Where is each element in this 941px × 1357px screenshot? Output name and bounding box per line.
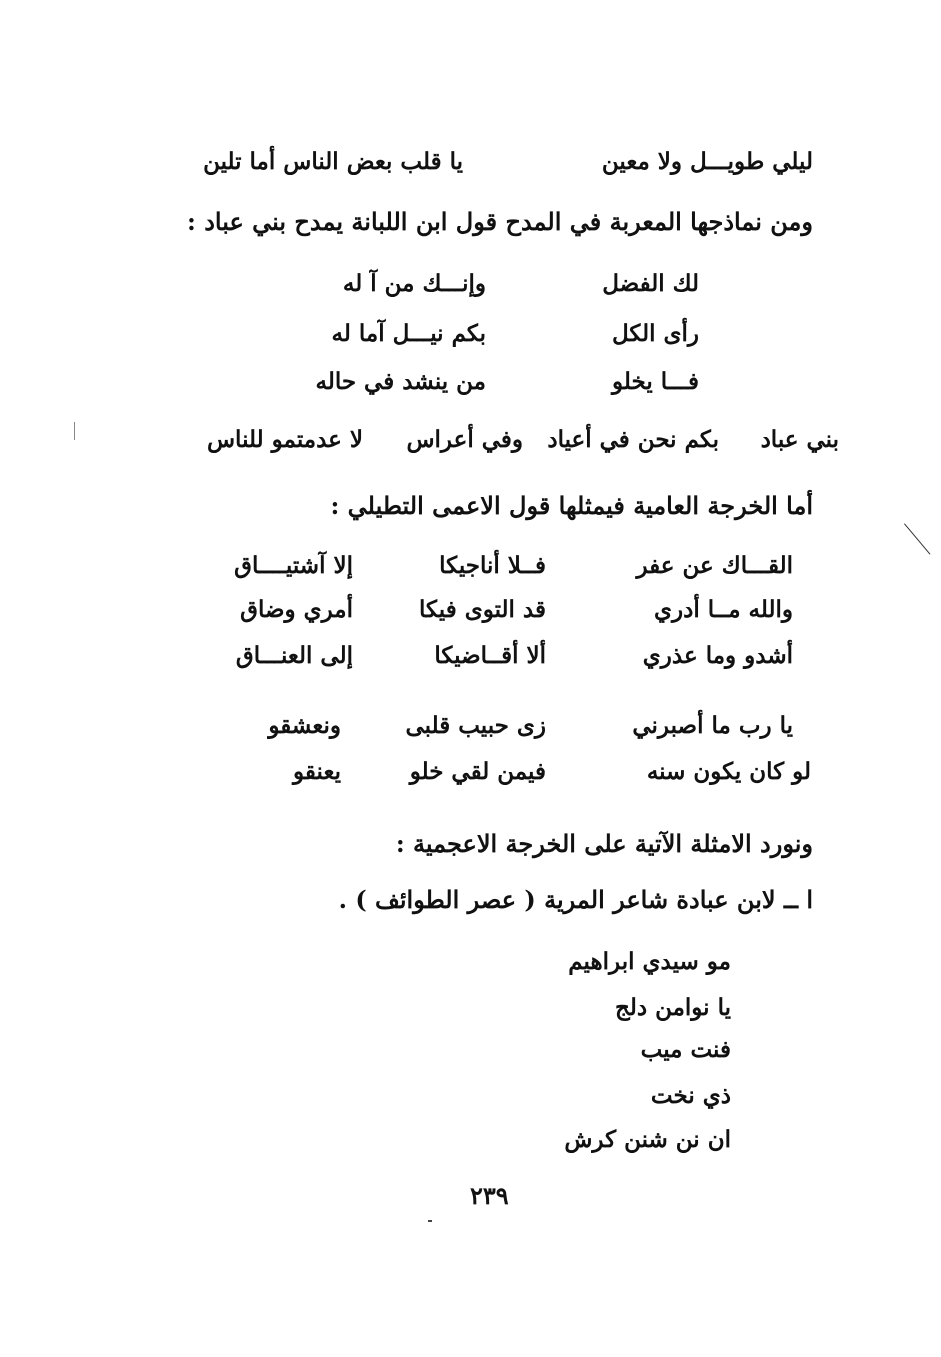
kharja-1-col2: فــلا أناجيكا (439, 552, 546, 579)
prose-intro-ajamiya: ونورد الامثلة الآتية على الخرجة الاعجمية : (395, 829, 813, 858)
kharja-5-col3: يعنقو (293, 758, 341, 785)
romance-line-3: فنت ميب (640, 1036, 731, 1063)
kharja-2-col3: أمري وضاق (240, 596, 353, 623)
scan-mark-right (904, 504, 941, 555)
kharja-4-col1: يا رب ما أصبرني (632, 712, 793, 739)
kharja-3-col1: أشدو وما عذري (642, 642, 793, 669)
kharja-4-col2: زى حبيب قلبى (405, 712, 546, 739)
romance-line-5: ان نن شنن كرش (564, 1126, 731, 1153)
kharja-1-col1: القـــاك عن عفر (636, 552, 793, 579)
page-number: ٢٣٩ (470, 1181, 509, 1210)
verse-5-col1: بني عباد (760, 426, 839, 453)
prose-intro-amiya: أما الخرجة العامية فيمثلها قول الاعمى التطيلي : (330, 491, 813, 520)
romance-line-2: يا نوامن دلج (614, 994, 731, 1021)
kharja-5-col1: لو كان يكون سنه (646, 758, 811, 785)
verse-2-left: وإنـــك من آ له (342, 270, 486, 297)
scan-mark-left (74, 422, 79, 440)
kharja-2-col2: قد التوى فيكا (419, 596, 546, 623)
kharja-2-col1: والله مــا أدري (653, 596, 793, 623)
verse-line-1-left: يا قلب بعض الناس أما تلين (203, 148, 463, 175)
kharja-4-col3: ونعشقو (268, 712, 341, 739)
verse-2-right: لك الفضل (602, 270, 699, 297)
verse-3-left: بكم نيـــل آما له (331, 320, 486, 347)
verse-4-left: من ينشد في حاله (315, 368, 486, 395)
kharja-3-col3: إلى العنـــاق (235, 642, 353, 669)
verse-5-col3: وفي أعراس (406, 426, 523, 453)
kharja-5-col2: فيمن لقي خلو (409, 758, 546, 785)
verse-line-1-right: ليلي طويـــل ولا معين (601, 148, 813, 175)
verse-5-col4: لا عدمتمو للناس (206, 426, 363, 453)
romance-line-1: مو سيدي ابراهيم (568, 948, 731, 975)
prose-intro-madh: ومن نماذجها المعربة في المدح قول ابن اللبانة يمدح بني عباد : (187, 207, 813, 236)
kharja-3-col2: ألا أقــاضيكا (434, 642, 546, 669)
verse-3-right: رأى الكل (611, 320, 699, 347)
scan-dot (428, 1220, 432, 1222)
example-heading-1: ا ــ لابن عبادة شاعر المرية ( عصر الطوائف ) . (338, 885, 813, 914)
verse-4-right: فـــا يخلو (612, 368, 699, 395)
verse-5-col2: بكم نحن في أعياد (547, 426, 719, 453)
kharja-1-col3: إلا آشتيــــاق (234, 552, 353, 579)
romance-line-4: ذي نخت (650, 1082, 731, 1109)
